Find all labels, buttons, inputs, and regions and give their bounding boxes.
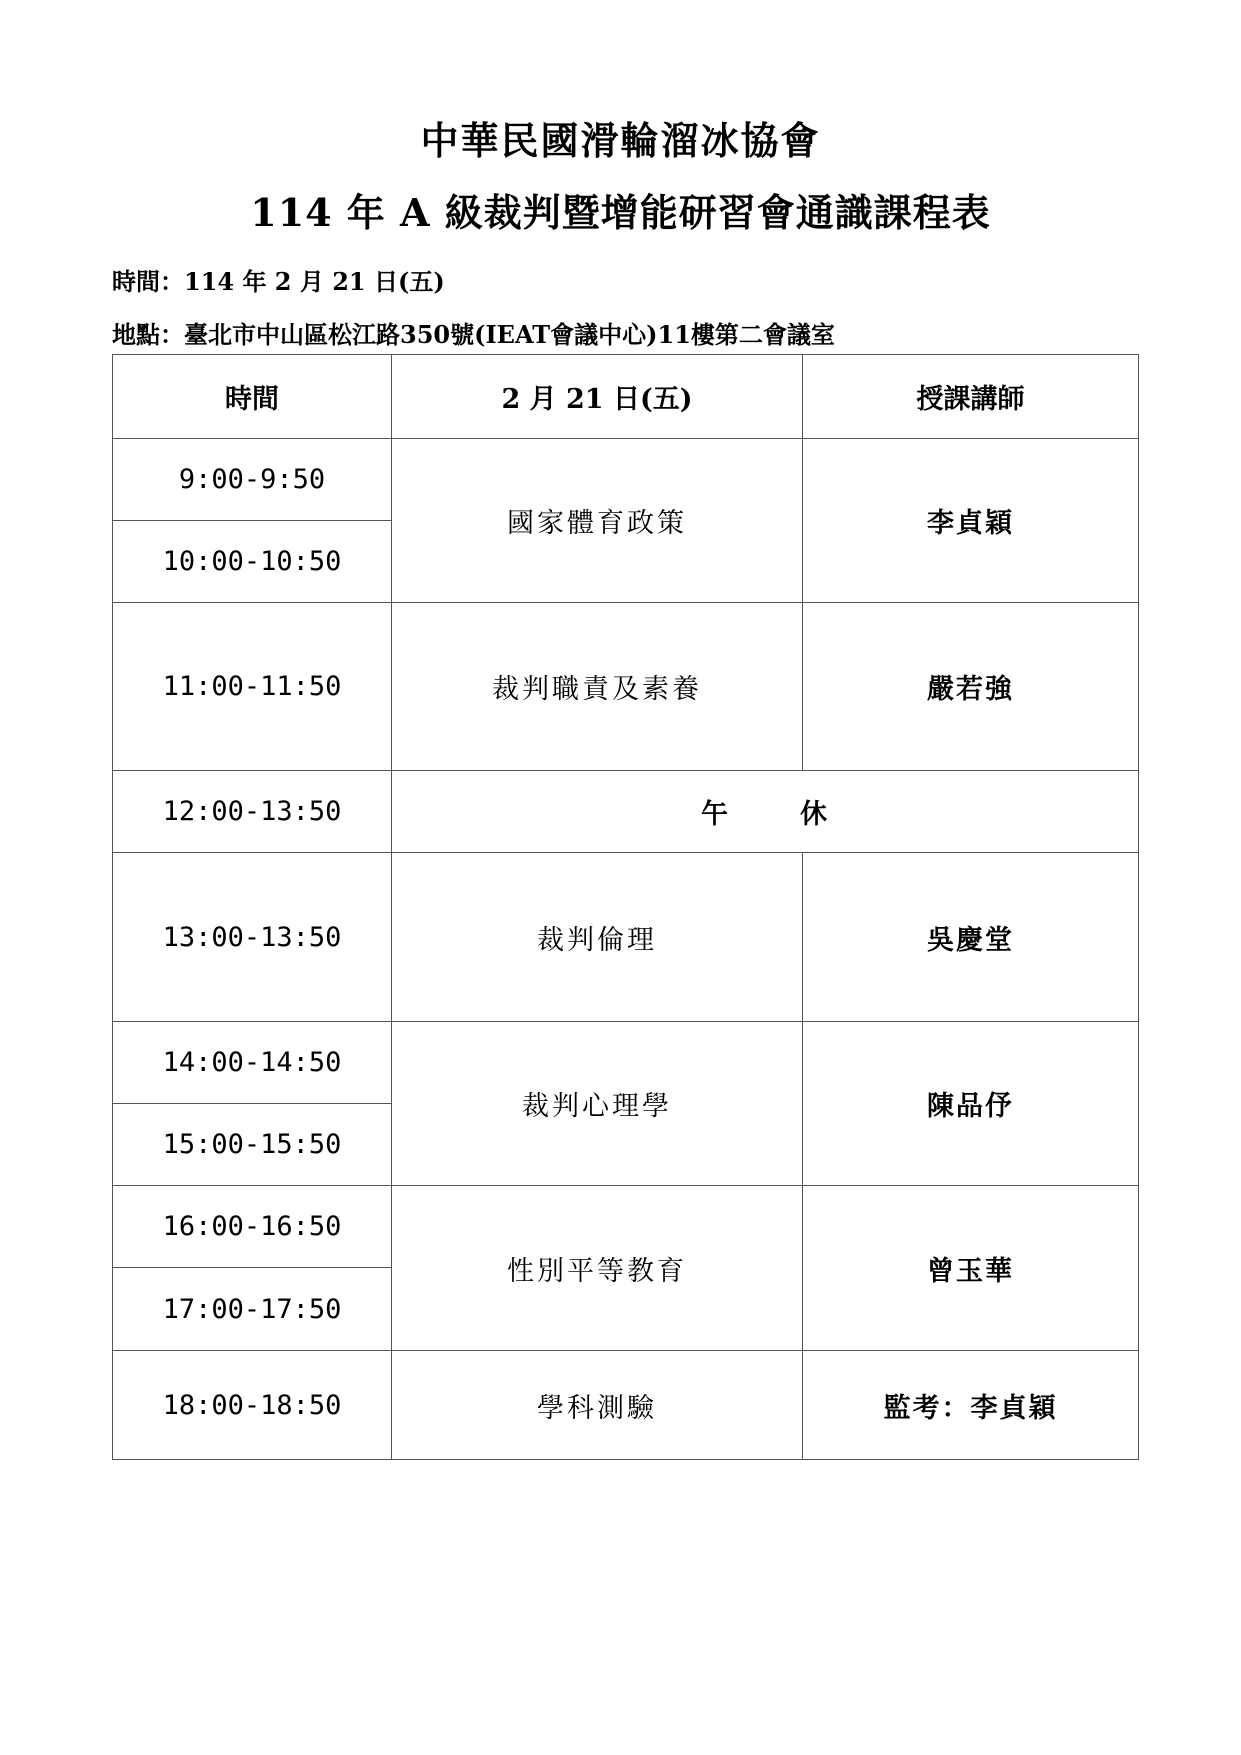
time-info: 時間：114 年 2 月 21 日(五)	[112, 267, 445, 296]
lecturer-cell: 吳慶堂	[803, 853, 1139, 1022]
document-title: 114 年 A 級裁判暨增能研習會通識課程表	[250, 190, 991, 235]
lunch-char-2: 休	[800, 799, 829, 830]
time-cell: 14:00-14:50	[113, 1022, 392, 1104]
lecturer-cell: 李貞穎	[803, 439, 1139, 603]
header-date: 2 月 21 日(五)	[392, 355, 803, 439]
header-time: 時間	[113, 355, 392, 439]
table-row	[113, 1186, 1139, 1268]
lecturer-cell: 監考：李貞穎	[803, 1351, 1139, 1460]
time-cell: 15:00-15:50	[113, 1104, 392, 1186]
time-cell: 11:00-11:50	[113, 603, 392, 771]
time-cell: 17:00-17:50	[113, 1268, 392, 1351]
table-row	[113, 1351, 1139, 1460]
course-cell: 國家體育政策	[392, 439, 803, 603]
schedule-table	[112, 354, 1139, 1460]
table-row	[113, 603, 1139, 771]
lecturer-cell: 嚴若強	[803, 603, 1139, 771]
course-cell: 裁判心理學	[392, 1022, 803, 1186]
table-row	[113, 771, 1139, 853]
time-cell: 18:00-18:50	[113, 1351, 392, 1460]
lecturer-cell: 曾玉華	[803, 1186, 1139, 1351]
lunch-break-cell	[392, 771, 1139, 853]
location-info: 地點：臺北市中山區松江路350號(IEAT會議中心)11樓第二會議室	[112, 320, 835, 349]
lecturer-cell: 陳品伃	[803, 1022, 1139, 1186]
header-lecturer: 授課講師	[803, 355, 1139, 439]
time-cell: 9:00-9:50	[113, 439, 392, 521]
table-header-row	[113, 355, 1139, 439]
table-row	[113, 439, 1139, 521]
course-cell: 學科測驗	[392, 1351, 803, 1460]
time-cell: 13:00-13:50	[113, 853, 392, 1022]
table-row	[113, 1022, 1139, 1104]
time-cell: 10:00-10:50	[113, 521, 392, 603]
time-cell: 16:00-16:50	[113, 1186, 392, 1268]
table-row	[113, 853, 1139, 1022]
organization-title: 中華民國滑輪溜冰協會	[420, 118, 821, 163]
course-cell: 性別平等教育	[392, 1186, 803, 1351]
course-cell: 裁判職責及素養	[392, 603, 803, 771]
course-cell: 裁判倫理	[392, 853, 803, 1022]
lunch-char-1: 午	[701, 799, 730, 830]
time-cell: 12:00-13:50	[113, 771, 392, 853]
